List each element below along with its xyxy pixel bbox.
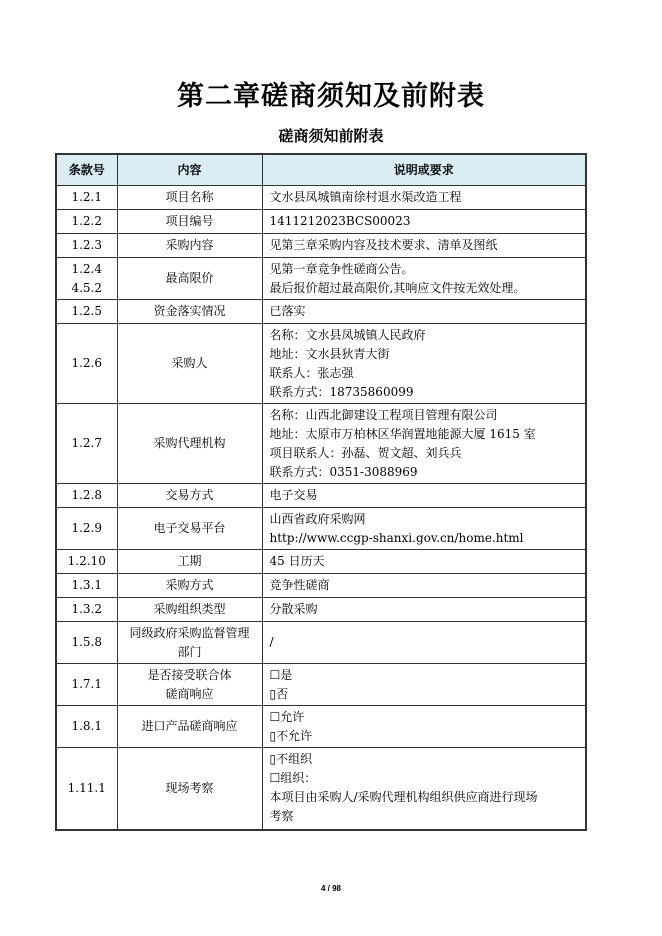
requirement-cell-line: 联系方式：18735860099 — [269, 384, 414, 399]
clause-no-cell — [56, 484, 117, 508]
requirement-cell-line: ▯否 — [269, 686, 289, 701]
requirement-cell-line: 45 日历天 — [269, 554, 325, 568]
content-cell — [117, 300, 262, 324]
content-cell-line: 工期 — [177, 554, 202, 568]
clause-no-cell-line: 1.2.7 — [71, 436, 103, 450]
content-cell-line: 进口产品磋商响应 — [141, 719, 238, 733]
requirement-cell-line: ▯不组织 — [269, 752, 313, 767]
clause-no-cell — [56, 508, 117, 550]
requirement-cell — [262, 300, 586, 324]
requirement-cell — [262, 508, 586, 550]
header-requirement: 说明或要求 — [262, 154, 586, 186]
table-row — [56, 324, 586, 404]
requirement-cell-line: 名称：文水县凤城镇人民政府 — [269, 327, 426, 342]
clause-no-cell-line: 1.5.8 — [71, 635, 103, 649]
table-row — [56, 550, 586, 574]
requirement-cell — [262, 598, 586, 622]
clause-no-cell-line: 4.5.2 — [71, 280, 103, 295]
content-cell — [117, 664, 262, 706]
requirement-cell — [262, 484, 586, 508]
clause-no-cell-line: 1.2.6 — [71, 356, 103, 370]
clause-no-cell-line: 1.7.1 — [71, 677, 103, 691]
requirement-cell-line: http://www.ccgp-shanxi.gov.cn/home.html — [269, 530, 524, 545]
content-cell-line: 项目名称 — [165, 190, 214, 204]
clause-no-cell-line: 1.3.1 — [71, 578, 103, 592]
content-cell-line: 采购方式 — [165, 578, 214, 592]
requirement-cell-line: 分散采购 — [269, 602, 318, 616]
table-row — [56, 706, 586, 748]
table-row — [56, 574, 586, 598]
content-cell-line: 项目编号 — [165, 214, 214, 228]
clause-no-cell-line: 1.2.1 — [71, 190, 103, 204]
table-row — [56, 622, 586, 664]
clause-no-cell — [56, 234, 117, 258]
requirement-cell-line: ▯不允许 — [269, 728, 313, 743]
preface-table — [55, 153, 587, 831]
table-row — [56, 598, 586, 622]
requirement-cell-line: 1411212023BCS00023 — [269, 214, 411, 228]
content-cell — [117, 186, 262, 210]
table-row — [56, 234, 586, 258]
requirement-cell-line: 见第三章采购内容及技术要求、清单及图纸 — [269, 238, 498, 252]
content-cell — [117, 404, 262, 484]
requirement-cell — [262, 404, 586, 484]
clause-no-cell-line: 1.2.8 — [71, 488, 103, 502]
requirement-cell — [262, 186, 586, 210]
content-cell-line: 是否接受联合体 — [147, 667, 232, 682]
clause-no-cell — [56, 550, 117, 574]
content-cell — [117, 210, 262, 234]
table-row — [56, 508, 586, 550]
requirement-cell — [262, 664, 586, 706]
table-header-row — [56, 154, 586, 186]
clause-no-cell — [56, 664, 117, 706]
requirement-cell — [262, 574, 586, 598]
requirement-cell-line: 山西省政府采购网 — [269, 511, 366, 526]
requirement-cell — [262, 210, 586, 234]
requirement-cell — [262, 706, 586, 748]
content-cell-line: 磋商响应 — [165, 686, 214, 701]
requirement-cell-line: ☐允许 — [269, 709, 305, 724]
content-cell — [117, 258, 262, 300]
content-cell-line: 采购人 — [171, 356, 208, 370]
table-row — [56, 300, 586, 324]
content-cell-line: 最高限价 — [165, 271, 214, 285]
requirement-cell-line: 名称：山西北御建设工程项目管理有限公司 — [269, 407, 498, 422]
clause-no-cell — [56, 574, 117, 598]
clause-no-cell — [56, 598, 117, 622]
content-cell — [117, 484, 262, 508]
clause-no-cell-line: 1.2.10 — [67, 554, 106, 568]
content-cell — [117, 508, 262, 550]
table-row — [56, 210, 586, 234]
clause-no-cell — [56, 748, 117, 830]
content-cell-line: 采购组织类型 — [153, 602, 226, 616]
clause-no-cell-line: 1.11.1 — [67, 780, 106, 795]
table-row — [56, 664, 586, 706]
requirement-cell-line: 联系人：张志强 — [269, 365, 354, 380]
requirement-cell-line: 电子交易 — [269, 488, 318, 502]
table-row — [56, 484, 586, 508]
requirement-cell-line: 本项目由采购人/采购代理机构组织供应商进行现场 — [269, 790, 538, 805]
content-cell — [117, 550, 262, 574]
clause-no-cell — [56, 186, 117, 210]
content-cell-line: 采购内容 — [165, 238, 214, 252]
requirement-cell — [262, 258, 586, 300]
content-cell-line: 交易方式 — [165, 488, 214, 502]
requirement-cell — [262, 234, 586, 258]
requirement-cell-line: 文水县凤城镇南徐村退水渠改造工程 — [269, 190, 462, 204]
clause-no-cell — [56, 324, 117, 404]
table-row — [56, 258, 586, 300]
content-cell — [117, 574, 262, 598]
table-row — [56, 186, 586, 210]
clause-no-cell-line: 1.3.2 — [71, 602, 103, 616]
requirement-cell-line: 最后报价超过最高限价,其响应文件按无效处理。 — [269, 280, 526, 295]
content-cell-line: 现场考察 — [165, 780, 214, 795]
content-cell — [117, 598, 262, 622]
requirement-cell-line: 地址：太原市万柏林区华润置地能源大厦 1615 室 — [269, 426, 536, 441]
table-title: 磋商须知前附表 — [278, 127, 384, 145]
requirement-cell — [262, 748, 586, 830]
requirement-cell-line: 联系方式：0351-3088969 — [269, 464, 418, 479]
content-cell — [117, 748, 262, 830]
clause-no-cell — [56, 706, 117, 748]
requirement-cell-line: 考察 — [269, 809, 294, 824]
requirement-cell-line: 见第一章竞争性磋商公告。 — [269, 261, 414, 276]
page-title: 第二章磋商须知及前附表 — [177, 81, 485, 112]
clause-no-cell — [56, 622, 117, 664]
clause-no-cell-line: 1.2.5 — [71, 304, 103, 318]
content-cell-line: 采购代理机构 — [153, 436, 226, 450]
clause-no-cell — [56, 404, 117, 484]
clause-no-cell — [56, 210, 117, 234]
clause-no-cell-line: 1.2.2 — [71, 214, 103, 228]
requirement-cell-line: ☐是 — [269, 667, 293, 682]
clause-no-cell-line: 1.2.4 — [71, 261, 103, 276]
requirement-cell-line: 地址：文水县狄青大街 — [269, 346, 390, 361]
requirement-cell — [262, 622, 586, 664]
content-cell — [117, 324, 262, 404]
clause-no-cell-line: 1.2.9 — [71, 521, 103, 535]
content-cell — [117, 706, 262, 748]
requirement-cell-line: ☐组织： — [269, 771, 317, 786]
header-content: 内容 — [117, 154, 262, 186]
content-cell-line: 电子交易平台 — [153, 521, 226, 535]
table-row — [56, 748, 586, 830]
clause-no-cell-line: 1.8.1 — [71, 719, 103, 733]
requirement-cell-line: 竞争性磋商 — [269, 578, 330, 592]
clause-no-cell — [56, 300, 117, 324]
requirement-cell — [262, 324, 586, 404]
requirement-cell-line: 已落实 — [269, 304, 306, 318]
header-clause-no: 条款号 — [56, 154, 117, 186]
requirement-cell-line: / — [269, 635, 274, 649]
clause-no-cell — [56, 258, 117, 300]
page-number: 4 / 98 — [320, 884, 341, 893]
content-cell-line: 资金落实情况 — [153, 304, 226, 318]
requirement-cell — [262, 550, 586, 574]
content-cell — [117, 622, 262, 664]
clause-no-cell-line: 1.2.3 — [71, 238, 103, 252]
content-cell — [117, 234, 262, 258]
content-cell-line: 部门 — [177, 644, 202, 659]
content-cell-line: 同级政府采购监督管理 — [129, 625, 250, 640]
requirement-cell-line: 项目联系人：孙磊、贺文超、刘兵兵 — [269, 445, 462, 460]
table-row — [56, 404, 586, 484]
